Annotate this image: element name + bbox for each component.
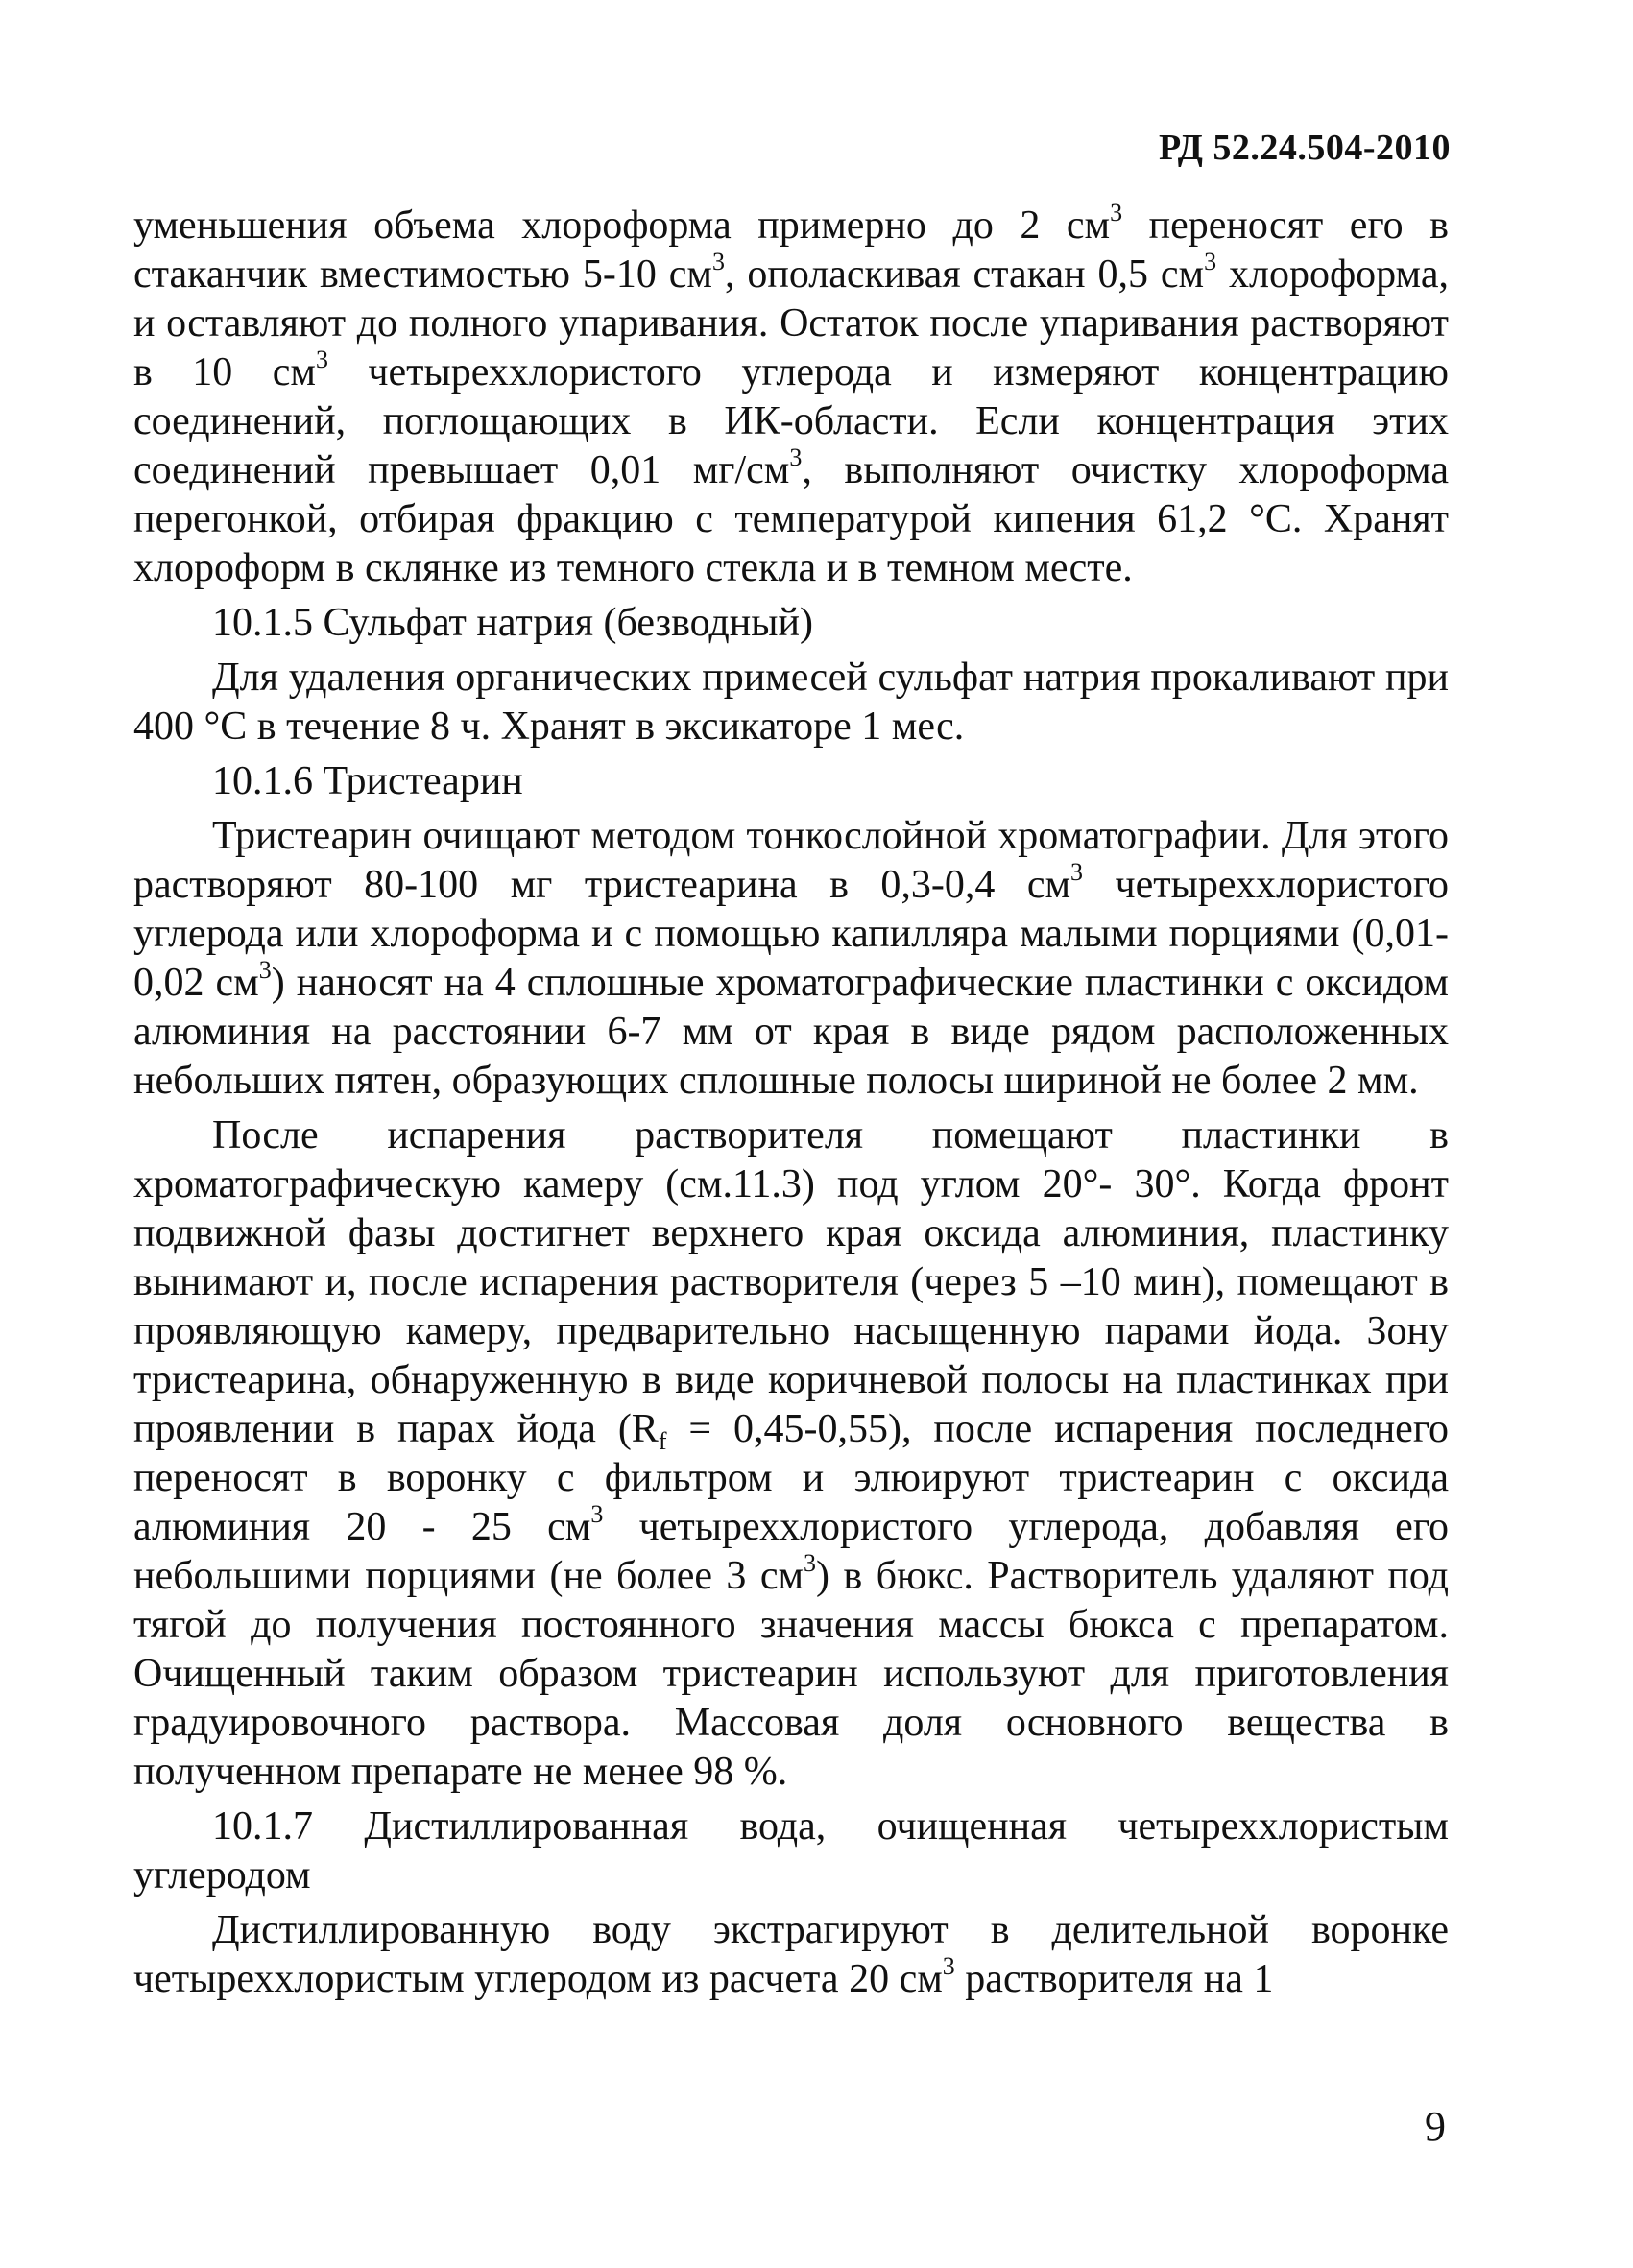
superscript: 3: [804, 1549, 817, 1577]
sodium-sulfate-paragraph: Для удаления органических примесей сульфат натрия прокаливают при 400 °С в течение 8 ч. Хранят в эксикаторе 1 мес.: [133, 656, 1449, 749]
superscript: 3: [1110, 199, 1123, 227]
text-run: четыреххлористого углерода или хлороформа и с помощью капилляра малыми порциями (0,01-0,02 см: [133, 863, 1449, 1005]
text-run: четыреххлористого углерода и измеряют концентрацию соединений, поглощающих в ИК-области. Если концентрация этих соединений превышает 0,01 мг/см: [133, 350, 1450, 492]
superscript: 3: [711, 248, 725, 275]
distilled-water-paragraph: [133, 1906, 1449, 2004]
superscript: 3: [1204, 248, 1217, 275]
text-run: , выполняют очистку хлороформа перегонкой, отбирая фракцию с температурой кипения 61,2 °С. Хранят хлороформ в склянке из темного стекла и в темном месте.: [133, 448, 1449, 590]
superscript: 3: [789, 443, 803, 471]
chloroform-paragraph: [133, 199, 1450, 593]
tristearin-paragraph-2: [133, 1111, 1449, 1797]
text-run: уменьшения объема хлороформа примерно до 2 см: [133, 203, 1111, 248]
superscript: 3: [315, 346, 328, 373]
text-run: Тристеарин очищают методом тонкослойной хроматографии. Для этого растворяют 80-100 мг тристеарина в 0,3-0,4 см: [133, 814, 1449, 907]
text-run: ) наносят на 4 сплошные хроматографические пластинки с оксидом алюминия на расстоянии 6-7 мм от края в виде рядом расположенных небольших пятен, образующих сплошные полосы шириной не более 2 мм.: [133, 961, 1449, 1103]
section-heading-10-1-5: 10.1.5 Сульфат натрия (безводный): [212, 601, 813, 645]
text-run: , ополаскивая стакан 0,5 см: [724, 252, 1205, 297]
text-run: переносят его в стаканчик вместимостью 5-10 см: [133, 203, 1450, 297]
superscript: 3: [258, 956, 272, 984]
superscript: 3: [1070, 858, 1084, 886]
text-run: ) в бюкс. Растворитель удаляют под тягой до получения постоянного значения массы бюкса с препаратом. Очищенный таким образом тристеарин используют для приготовления градуировочного раствора. Массовая доля основного вещества в полученном препарате не менее 98 %.: [133, 1554, 1449, 1794]
document-body: [133, 199, 1450, 2010]
document-code: РД 52.24.504-2010: [1159, 128, 1451, 168]
section-heading-10-1-7: 10.1.7 Дистиллированная вода, очищенная четыреххлористым углеродом: [133, 1804, 1449, 1898]
text-run: Дистиллированную воду экстрагируют в делительной воронке четыреххлористым углеродом из расчета 20 см: [133, 1908, 1449, 2001]
text-run: четыреххлористого углерода, добавляя его небольшими порциями (не более 3 см: [133, 1505, 1449, 1598]
text-run: = 0,45-0,55), после испарения последнего переносят в воронку с фильтром и элюируют тристеарин с оксида алюминия 20 - 25 см: [133, 1407, 1450, 1549]
text-run: хлороформа, и оставляют до полного упаривания. Остаток после упаривания растворяют в 10 см: [133, 252, 1449, 394]
text-run: растворителя на 1: [954, 1957, 1274, 2001]
text-run: После испарения растворителя помещают пластинки в хроматографическую камеру (см.11.3) под углом 20°- 30°. Когда фронт подвижной фазы достигнет верхнего края оксида алюминия, пластинку вынимают и, после испарения растворителя (через 5 –10 мин), помещают в проявляющую камеру, предварительно насыщенную парами йода. Зону тристеарина, обнаруженную в виде коричневой полосы на пластинках при проявлении в парах йода (R: [133, 1113, 1449, 1451]
section-heading-10-1-6: 10.1.6 Тристеарин: [212, 759, 523, 803]
page-number: 9: [1425, 2103, 1446, 2150]
subscript: f: [658, 1427, 667, 1455]
tristearin-paragraph-1: [133, 812, 1449, 1106]
superscript: 3: [942, 1952, 955, 1980]
superscript: 3: [590, 1500, 604, 1528]
